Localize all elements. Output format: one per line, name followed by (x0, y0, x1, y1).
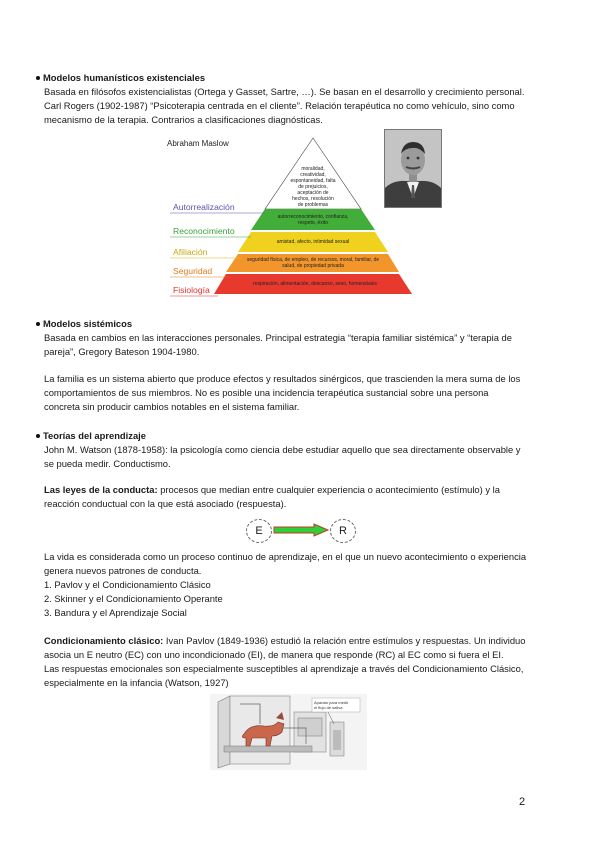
text-line: genera nuevos patrones de conducta. (44, 565, 202, 576)
bullet-dot (36, 76, 40, 80)
level-text-afiliacion: amistad, afecto, intimidad sexual (276, 239, 350, 245)
label-afiliacion: Afiliación (173, 247, 208, 257)
stimulus-response-diagram (246, 517, 358, 543)
text-line: mecanismo de la terapia. Contrarios a clasificaciones diagnósticas. (44, 114, 323, 125)
maslow-pyramid-figure (166, 134, 416, 298)
paragraph-laws (44, 483, 559, 511)
level-text-seguridad: seguridad física, de empleo, de recursos, moral, familiar, de salud, de propiedad privada (246, 257, 380, 269)
text-line: Las respuestas emocionales son especialmente susceptibles al aprendizaje a través del Condicionamiento Clásico, (44, 663, 524, 674)
text-line: Basada en filósofos existencialistas (Ortega y Gasset, Sartre, …). Se basan en el desarrollo y crecimiento personal. (44, 86, 525, 97)
level-text-fisiologia: respiración, alimentación, descanso, sexo, homeostasis (253, 281, 377, 287)
page-number: 2 (519, 796, 526, 808)
text-line: procesos que median entre cualquier experiencia o acontecimiento (estímulo) y la (157, 484, 500, 495)
level-text-autorrealizacion: moralidad, creatividad, espontaneidad, falta de prejuicios, aceptación de hechos, resolución de problemas (290, 166, 336, 208)
caption-line: Aparato para medir (314, 700, 349, 705)
learning-list (44, 578, 559, 620)
text-line: concreta sin producir cambios notables en el sistema familiar. (44, 401, 300, 412)
paragraph-classic-conditioning (44, 634, 559, 690)
heading-humanistic: Modelos humanísticos existenciales (36, 71, 205, 85)
text-line: especialmente en la infancia (Watson, 1927) (44, 677, 229, 688)
response-circle: R (330, 519, 356, 543)
text-line: se pueda medir. Conductismo. (44, 458, 171, 469)
label-seguridad: Seguridad (173, 266, 213, 276)
text-line: Ivan Pavlov (1849-1936) estudió la relación entre estímulos y respuestas. Un individuo (163, 635, 526, 646)
text-line: Basada en cambios en las interacciones personales. Principal estrategia “terapia familiar sistémica” y “terapia de (44, 332, 512, 343)
text-line: La vida es considerada como un proceso continuo de aprendizaje, en el que un nuevo acontecimiento o experiencia (44, 551, 527, 562)
list-item: 3. Bandura y el Aprendizaje Social (44, 607, 187, 618)
heading-learning: Teorías del aprendizaje (36, 429, 146, 443)
pavlov-experiment-illustration (210, 694, 367, 770)
paragraph-systemic-2 (44, 372, 559, 414)
text-line: comportamientos de sus miembros. No es posible una incidencia terapéutica sustancial sobre una persona (44, 387, 489, 398)
arrow-icon (272, 523, 330, 537)
paragraph-systemic-1 (44, 331, 559, 359)
level-text-reconocimiento: autorreconocimiento, confianza, respeto, éxito (277, 214, 349, 226)
text-line: pareja”, Gregory Bateson 1904-1980. (44, 346, 200, 357)
label-reconocimiento: Reconocimiento (173, 226, 235, 236)
maslow-title: Abraham Maslow (167, 139, 229, 148)
bullet-dot (36, 322, 40, 326)
paragraph-watson (44, 443, 559, 471)
text-line: John M. Watson (1878-1958): la psicología como ciencia debe estudiar aquello que sea directamente observable y (44, 444, 521, 455)
text-line: La familia es un sistema abierto que produce efectos y resultados sinérgicos, que trascienden la mera suma de los (44, 373, 521, 384)
text-line: Carl Rogers (1902-1987) “Psicoterapia centrada en el cliente”. Relación terapéutica no como vehículo, sino como (44, 100, 515, 111)
caption-line: el flujo de saliva (314, 705, 343, 710)
list-item: 1. Pavlov y el Condicionamiento Clásico (44, 579, 211, 590)
text-line: reacción conductual con la que está asociado (respuesta). (44, 498, 287, 509)
classic-title: Condicionamiento clásico: (44, 635, 164, 646)
label-autorrealizacion: Autorrealización (173, 202, 235, 212)
paragraph-learning-process (44, 550, 559, 578)
heading-systemic: Modelos sistémicos (36, 317, 132, 331)
stimulus-circle: E (246, 519, 272, 543)
list-item: 2. Skinner y el Condicionamiento Operante (44, 593, 223, 604)
bullet-dot (36, 434, 40, 438)
laws-title: Las leyes de la conducta: (44, 484, 158, 495)
paragraph-humanistic (44, 85, 559, 127)
maslow-portrait-photo (384, 129, 442, 208)
pavlov-caption (314, 700, 348, 710)
text-line: asocia un E neutro (EC) con uno incondicionado (EI), de manera que responde (RC) al EC como si fuera el EI. (44, 649, 504, 660)
label-fisiologia: Fisiología (173, 285, 210, 295)
